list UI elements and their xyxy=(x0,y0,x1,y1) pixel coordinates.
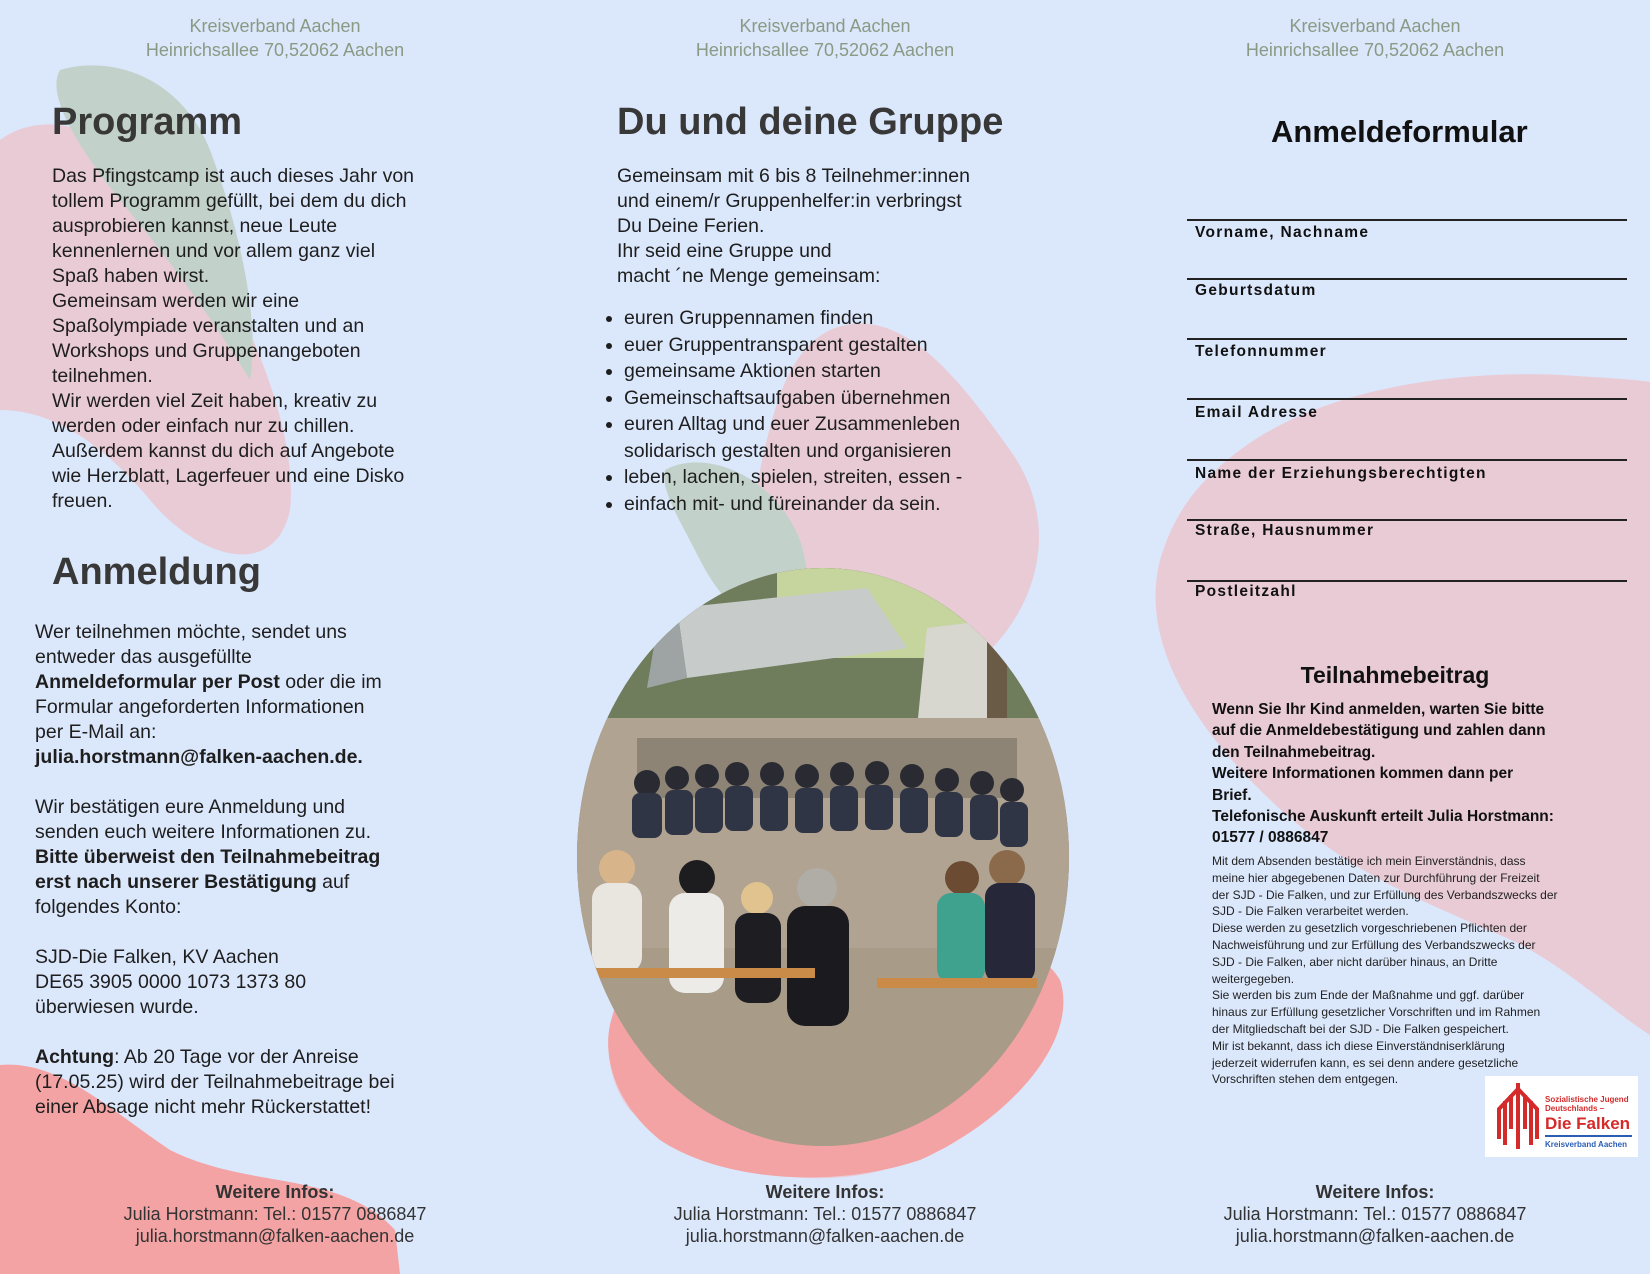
anmeldung-line: Formular angeforderten Informationen xyxy=(35,696,365,718)
consent-line: Mir ist bekannt, dass ich diese Einverständniserklärung xyxy=(1212,1038,1505,1053)
header-address xyxy=(1100,14,1650,62)
anmeldung-line xyxy=(35,870,535,895)
programm-line: ausprobieren kannst, neue Leute xyxy=(52,215,338,237)
header-org: Kreisverband Aachen xyxy=(189,16,361,36)
achtung-line: einer Absage nicht mehr Rückerstattet! xyxy=(35,1096,372,1118)
footer-contact xyxy=(0,1181,550,1247)
field-label-vorname: Vorname, Nachname xyxy=(1195,224,1370,241)
gruppe-line: Ihr seid eine Gruppe und xyxy=(617,240,832,262)
header-address xyxy=(550,14,1100,62)
header-street: Heinrichsallee 70,52062 Aachen xyxy=(695,40,955,60)
programm-line: teilnehmen. xyxy=(52,365,153,387)
bullet-item: • euren Alltag und euer Zusammenleben solidarisch gestalten und organisieren xyxy=(624,411,994,464)
spacer xyxy=(35,920,535,945)
bullet-item: • euren Gruppennamen finden xyxy=(624,305,994,332)
anmeldung-bold: Bitte überweist den Teilnahmebeitrag xyxy=(35,846,381,868)
logo-sub: Kreisverband Aachen xyxy=(1545,1140,1627,1149)
consent-line: weitergegeben. xyxy=(1212,971,1295,986)
panel-anmeldeformular xyxy=(1100,0,1650,1274)
programm-line: freuen. xyxy=(52,490,113,512)
footer-title: Weitere Infos: xyxy=(1315,1182,1435,1202)
programm-line: Das Pfingstcamp ist auch dieses Jahr von xyxy=(52,165,415,187)
spacer xyxy=(35,1020,535,1045)
programm-line: kennenlernen und vor allem ganz viel xyxy=(52,240,376,262)
fee-line: Wenn Sie Ihr Kind anmelden, warten Sie bitte xyxy=(1212,701,1545,718)
header-street: Heinrichsallee 70,52062 Aachen xyxy=(1245,40,1505,60)
field-label-strasse: Straße, Hausnummer xyxy=(1195,522,1375,539)
footer-title: Weitere Infos: xyxy=(765,1182,885,1202)
programm-line: Außerdem kannst du dich auf Angebote xyxy=(52,440,395,462)
footer-contact xyxy=(550,1181,1100,1247)
consent-line: meine hier abgegebenen Daten zur Durchführung der Freizeit xyxy=(1212,870,1540,885)
consent-line: Nachweisführung und zur Erfüllung des Verbandszwecks der xyxy=(1212,937,1536,952)
achtung-line: (17.05.25) wird der Teilnahmebeitrage bei xyxy=(35,1071,395,1093)
fee-line: Weitere Informationen kommen dann per xyxy=(1212,765,1514,783)
programm-line: Spaßolympiade veranstalten und an xyxy=(52,315,365,337)
anmeldung-line: Wer teilnehmen möchte, sendet uns xyxy=(35,621,347,643)
programm-line: werden oder einfach nur zu chillen. xyxy=(52,415,355,437)
consent-line: der Mitgliedschaft bei der SJD - Die Falken gespeichert. xyxy=(1212,1021,1509,1036)
fee-phone: 01577 / 0886847 xyxy=(1212,829,1329,847)
fee-title: Teilnahmebeitrag xyxy=(1300,662,1490,688)
bank-iban: DE65 3905 0000 1073 1373 80 xyxy=(35,971,307,993)
anmeldung-line: senden euch weitere Informationen zu. xyxy=(35,821,372,843)
consent-line: Sie werden bis zum Ende der Maßnahme und ggf. darüber xyxy=(1212,988,1525,1003)
footer-contact xyxy=(1100,1181,1650,1247)
bullet-item: • leben, lachen, spielen, streiten, essen - xyxy=(624,464,994,491)
field-label-erziehungsberechtigte: Name der Erziehungsberechtigten xyxy=(1195,465,1487,482)
programm-line: Spaß haben wirst. xyxy=(52,265,210,287)
consent-line: Diese werden zu gesetzlich vorgeschriebenen Pflichten der xyxy=(1212,921,1527,936)
anmeldung-line: folgendes Konto: xyxy=(35,896,182,918)
field-label-email: Email Adresse xyxy=(1195,404,1319,421)
anmeldung-bold: erst nach unserer Bestätigung xyxy=(35,871,317,893)
consent-line: SJD - Die Falken, aber nicht darüber hinaus, an Dritte xyxy=(1212,954,1498,969)
programm-title: Programm xyxy=(52,101,243,143)
programm-line: tollem Programm gefüllt, bei dem du dich xyxy=(52,190,407,212)
programm-line: Wir werden viel Zeit haben, kreativ zu xyxy=(52,390,378,412)
anmeldung-line: Wir bestätigen eure Anmeldung und xyxy=(35,796,346,818)
gruppe-title: Du und deine Gruppe xyxy=(617,101,1004,143)
achtung-line xyxy=(35,1045,535,1070)
fee-line: auf die Anmeldebestätigung und zahlen dann xyxy=(1212,722,1546,740)
gruppe-line: macht ´ne Menge gemeinsam: xyxy=(617,265,881,287)
bullet-item: • gemeinsame Aktionen starten xyxy=(624,358,994,385)
gruppe-line: Du Deine Ferien. xyxy=(617,215,765,237)
footer-email[interactable]: julia.horstmann@falken-aachen.de xyxy=(685,1226,965,1246)
anmeldung-title: Anmeldung xyxy=(52,551,261,593)
anmeldung-email[interactable] xyxy=(35,745,535,770)
footer-phone: Julia Horstmann: Tel.: 01577 0886847 xyxy=(123,1204,427,1224)
gruppe-line: Gemeinsam mit 6 bis 8 Teilnehmer:innen xyxy=(617,165,970,187)
achtung-label: Achtung xyxy=(35,1046,115,1068)
header-org: Kreisverband Aachen xyxy=(739,16,911,36)
programm-line: Gemeinsam werden wir eine xyxy=(52,290,300,312)
anmeldung-email-text[interactable]: julia.horstmann@falken-aachen.de. xyxy=(35,746,363,768)
anmeldung-bold: Anmeldeformular per Post xyxy=(35,671,280,693)
anmeldung-rest: auf xyxy=(316,871,350,893)
consent-line: jederzeit widerrufen kann, es sei denn andere gesetzliche xyxy=(1212,1055,1519,1070)
anmeldung-line: entweder das ausgefüllte xyxy=(35,646,252,668)
form-title: Anmeldeformular xyxy=(1271,114,1528,149)
gruppe-intro xyxy=(617,164,1057,289)
field-label-telefon: Telefonnummer xyxy=(1195,343,1328,360)
consent-line: Mit dem Absenden bestätige ich mein Einverständnis, dass xyxy=(1212,854,1526,868)
consent-line: SJD - Die Falken verarbeitet werden. xyxy=(1212,904,1409,919)
consent-line: der SJD - Die Falken, und zur Erfüllung des Verbandszwecks der xyxy=(1212,887,1558,902)
logo-line1: Sozialistische Jugend xyxy=(1545,1095,1629,1104)
field-label-geburtsdatum: Geburtsdatum xyxy=(1195,282,1317,299)
footer-email[interactable]: julia.horstmann@falken-aachen.de xyxy=(1235,1226,1515,1246)
logo-name: Die Falken xyxy=(1545,1114,1631,1133)
programm-line: Workshops und Gruppenangeboten xyxy=(52,340,361,362)
bullet-item: • Gemeinschaftsaufgaben übernehmen xyxy=(624,385,994,412)
anmeldung-line xyxy=(35,670,535,695)
fee-line: den Teilnahmebeitrag. xyxy=(1212,743,1376,761)
footer-phone: Julia Horstmann: Tel.: 01577 0886847 xyxy=(1223,1204,1527,1224)
gruppe-bullet-list xyxy=(600,305,994,517)
anmeldung-text xyxy=(35,620,535,1120)
bullet-item: • euer Gruppentransparent gestalten xyxy=(624,332,994,359)
fee-line: Telefonische Auskunft erteilt Julia Horstmann: xyxy=(1212,808,1554,826)
panel-programm-anmeldung xyxy=(0,0,550,1274)
footer-title: Weitere Infos: xyxy=(215,1182,335,1202)
programm-line: wie Herzblatt, Lagerfeuer und eine Disko xyxy=(52,465,405,487)
footer-email[interactable]: julia.horstmann@falken-aachen.de xyxy=(135,1226,415,1246)
consent-line: hinaus zur Erfüllung gesetzlicher Vorschriften und im Rahmen xyxy=(1212,1005,1541,1020)
consent-line: Vorschriften stehen dem entgegen. xyxy=(1212,1072,1399,1087)
achtung-text: : Ab 20 Tage vor der Anreise xyxy=(114,1046,359,1068)
bank-line: überwiesen wurde. xyxy=(35,996,199,1018)
bank-line: SJD-Die Falken, KV Aachen xyxy=(35,946,279,968)
spacer xyxy=(35,770,535,795)
anmeldung-line xyxy=(35,845,535,870)
anmeldung-rest: oder die im xyxy=(279,671,382,693)
gruppe-line: und einem/r Gruppenhelfer:in verbringst xyxy=(617,190,962,212)
footer-phone: Julia Horstmann: Tel.: 01577 0886847 xyxy=(673,1204,977,1224)
header-street: Heinrichsallee 70,52062 Aachen xyxy=(145,40,405,60)
bullet-item: • einfach mit- und füreinander da sein. xyxy=(624,491,994,518)
logo-line2: Deutschlands – xyxy=(1545,1104,1605,1113)
header-address xyxy=(0,14,550,62)
header-org: Kreisverband Aachen xyxy=(1289,16,1461,36)
panel-gruppe xyxy=(550,0,1100,1274)
field-label-plz: Postleitzahl xyxy=(1195,583,1297,600)
programm-text xyxy=(52,164,522,514)
fee-line: Brief. xyxy=(1212,786,1252,804)
anmeldung-line: per E-Mail an: xyxy=(35,721,157,743)
